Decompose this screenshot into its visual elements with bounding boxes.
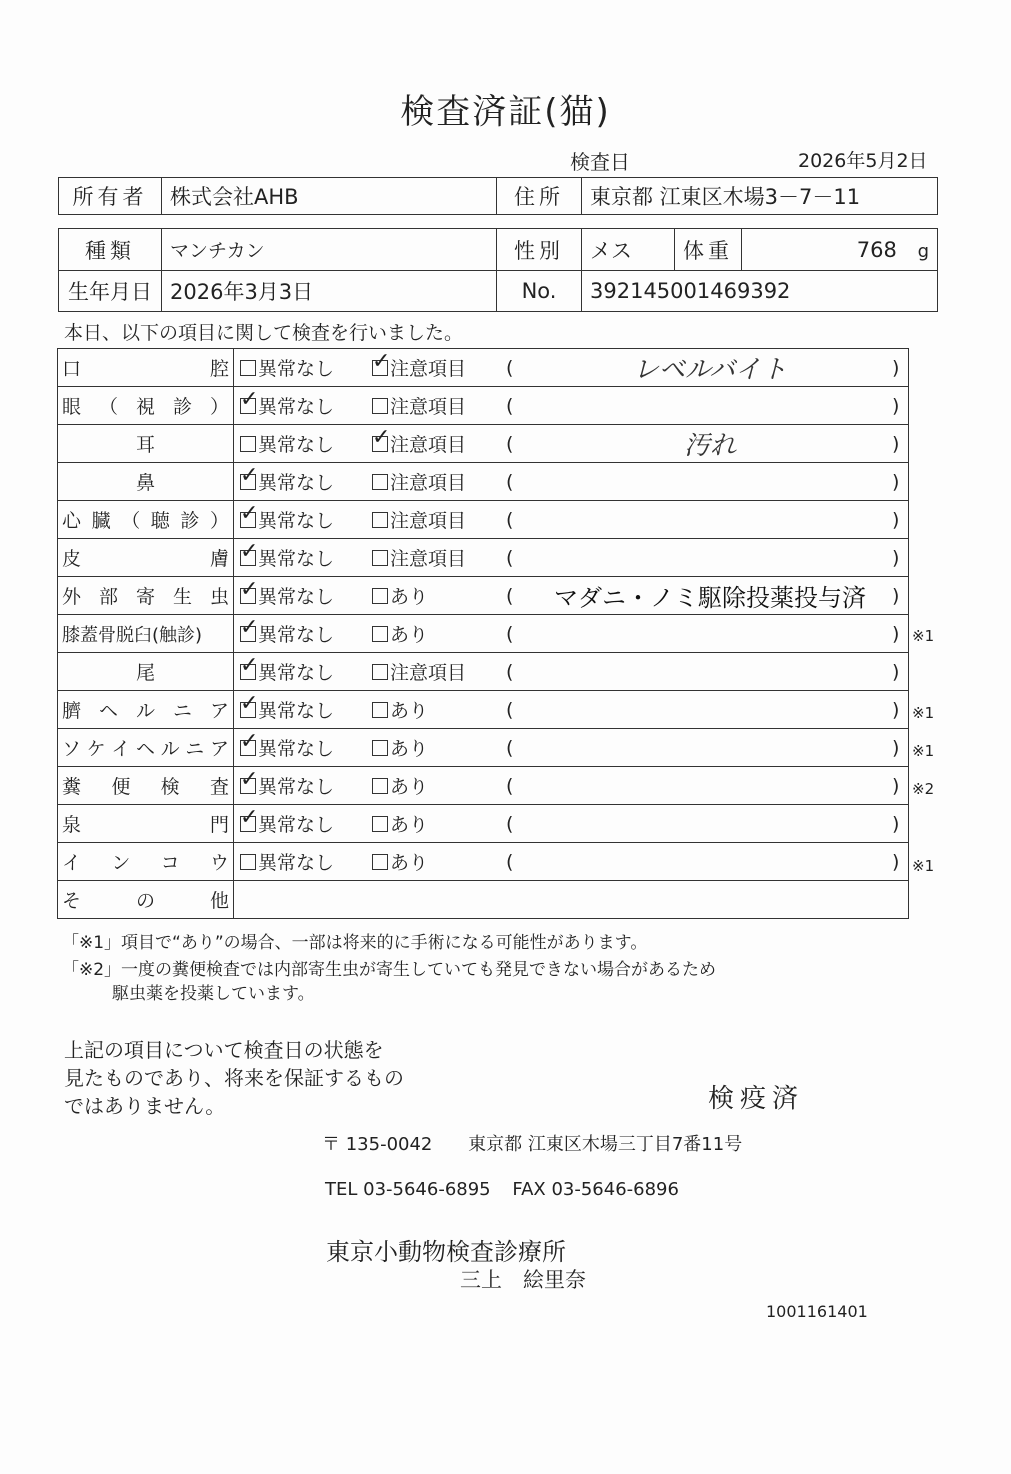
tel-number: TEL 03-5646-6895: [325, 1179, 491, 1200]
close-paren: ): [892, 812, 900, 835]
option-attention[interactable]: [372, 430, 506, 457]
close-paren: ): [892, 698, 900, 721]
checkbox-icon[interactable]: [240, 854, 256, 870]
exam-result-cell: [234, 463, 909, 501]
exam-item-char: 口: [62, 358, 82, 380]
contact-line: [325, 1179, 679, 1200]
exam-result-cell: [234, 425, 909, 463]
exam-item-text: [62, 582, 229, 609]
exam-row: [58, 463, 909, 501]
option-attention-label: 注意項目: [390, 510, 467, 532]
checkbox-icon[interactable]: [372, 588, 388, 604]
exam-item-char: 虫: [209, 586, 229, 608]
option-normal-label: 異常なし: [258, 548, 335, 570]
vet-name: 三上 絵里奈: [460, 1268, 586, 1292]
animal-table: [58, 228, 938, 312]
exam-item-char: 査: [209, 776, 229, 798]
exam-note: レベルバイト: [632, 355, 788, 385]
option-normal-label: 異常なし: [258, 662, 335, 684]
exam-item-text: 尾: [135, 662, 155, 684]
checkbox-icon[interactable]: [372, 778, 388, 794]
sex-label: 性別: [497, 229, 582, 271]
option-normal-label: 異常なし: [258, 814, 335, 836]
checked-box-icon[interactable]: [372, 360, 388, 376]
owner-label: 所有者: [59, 178, 162, 215]
exam-result-cell: [234, 539, 909, 577]
option-normal[interactable]: [234, 392, 372, 419]
option-attention-label: 注意項目: [390, 548, 467, 570]
option-attention[interactable]: [372, 582, 506, 609]
option-attention[interactable]: [372, 696, 506, 723]
option-attention-label: あり: [390, 852, 429, 874]
checked-box-icon[interactable]: [372, 436, 388, 452]
address-value: 東京都 江東区木場3－7－11: [582, 178, 938, 215]
weight-label: 体重: [675, 229, 742, 271]
open-paren: (: [506, 508, 514, 531]
checked-box-icon[interactable]: [240, 626, 256, 642]
exam-row: [58, 539, 909, 577]
page-title: 検査済証(猫): [400, 92, 611, 132]
exam-item-char: コ: [160, 852, 180, 874]
option-attention-label: あり: [390, 738, 429, 760]
option-normal[interactable]: [234, 696, 372, 723]
exam-result-cell: [234, 843, 909, 881]
option-attention-label: あり: [390, 776, 429, 798]
exam-item-label: [58, 691, 234, 729]
footnote-marker: ※1: [912, 742, 935, 760]
option-attention[interactable]: [372, 772, 506, 799]
exam-result-cell: [234, 349, 909, 387]
exam-item-char: イ: [62, 852, 82, 874]
option-normal-label: 異常なし: [258, 738, 335, 760]
sex-value: メス: [582, 229, 675, 271]
option-attention-label: 注意項目: [390, 396, 467, 418]
exam-item-char: 検: [160, 776, 180, 798]
open-paren: (: [506, 774, 514, 797]
exam-item-label: [58, 767, 234, 805]
exam-item-char: ）: [209, 510, 229, 532]
exam-item-char: イ: [111, 738, 131, 760]
exam-item-text: [62, 392, 229, 419]
option-normal[interactable]: [234, 772, 372, 799]
exam-row: [58, 805, 909, 843]
exam-result-cell: [234, 729, 909, 767]
footnote-1: 「※1」項目で“あり”の場合、一部は将来的に手術になる可能性があります。: [62, 933, 648, 953]
exam-item-char: 腔: [209, 358, 229, 380]
exam-row: [58, 691, 909, 729]
exam-item-char: ン: [111, 852, 131, 874]
exam-item-label: [58, 615, 234, 653]
other-label-char: そ: [62, 890, 82, 912]
disclaimer-line: 見たものであり、将来を保証するもの: [64, 1066, 404, 1090]
exam-item-char: 部: [98, 586, 118, 608]
exam-row: [58, 577, 909, 615]
option-attention-label: 注意項目: [390, 358, 467, 380]
exam-result-cell: [234, 805, 909, 843]
close-paren: ): [892, 432, 900, 455]
postal-code: 〒 135-0042: [322, 1134, 433, 1155]
disclaimer-line: ではありません。: [64, 1094, 226, 1118]
exam-item-label: [58, 539, 234, 577]
option-attention[interactable]: [372, 620, 506, 647]
exam-row: [58, 349, 909, 387]
owner-table: [58, 177, 938, 215]
birth-value: 2026年3月3日: [162, 271, 497, 312]
checked-box-icon[interactable]: [240, 702, 256, 718]
exam-table: [57, 348, 909, 919]
close-paren: ): [892, 584, 900, 607]
option-normal[interactable]: [234, 658, 372, 685]
option-attention-label: 注意項目: [390, 662, 467, 684]
exam-result-cell: [234, 577, 909, 615]
exam-item-char: 便: [111, 776, 131, 798]
checked-box-icon[interactable]: [240, 816, 256, 832]
option-attention[interactable]: [372, 392, 506, 419]
exam-item-text: [62, 734, 229, 761]
exam-item-label: [58, 805, 234, 843]
open-paren: (: [506, 698, 514, 721]
close-paren: ): [892, 470, 900, 493]
open-paren: (: [506, 584, 514, 607]
close-paren: ): [892, 736, 900, 759]
disclaimer: [64, 1036, 404, 1120]
exam-item-char: ）: [209, 396, 229, 418]
clinic-name: 東京小動物検査診療所: [326, 1238, 566, 1266]
exam-row: [58, 387, 909, 425]
exam-item-char: ソ: [62, 738, 82, 760]
exam-date: 2026年5月2日: [798, 150, 928, 172]
clinic-address-line: [322, 1130, 742, 1156]
exam-item-label: [58, 463, 234, 501]
exam-item-char: ヘ: [135, 738, 155, 760]
exam-item-char: ヘ: [98, 700, 118, 722]
exam-result-cell: [234, 501, 909, 539]
checked-box-icon[interactable]: [240, 588, 256, 604]
exam-result-cell: [234, 767, 909, 805]
close-paren: ): [892, 394, 900, 417]
exam-item-char: 外: [62, 586, 82, 608]
exam-item-text: 膝蓋骨脱臼(触診): [62, 624, 203, 646]
option-normal[interactable]: [234, 810, 372, 837]
exam-item-label: [58, 843, 234, 881]
exam-row-other: [58, 881, 909, 919]
open-paren: (: [506, 394, 514, 417]
footnote-2-line-2: 駆虫薬を投薬しています。: [112, 984, 315, 1004]
exam-item-char: 糞: [62, 776, 82, 798]
option-normal[interactable]: [234, 848, 372, 875]
document-number: 1001161401: [766, 1302, 868, 1321]
clinic-address: 東京都 江東区木場三丁目7番11号: [468, 1134, 743, 1155]
checkbox-icon[interactable]: [372, 664, 388, 680]
open-paren: (: [506, 432, 514, 455]
exam-item-char: （: [98, 396, 118, 418]
option-attention[interactable]: [372, 544, 506, 571]
open-paren: (: [506, 850, 514, 873]
option-attention[interactable]: [372, 734, 506, 761]
option-attention[interactable]: [372, 468, 506, 495]
exam-item-char: 泉: [62, 814, 82, 836]
exam-item-char: 臍: [62, 700, 82, 722]
checked-box-icon[interactable]: [240, 474, 256, 490]
option-normal[interactable]: [234, 468, 372, 495]
checkbox-icon[interactable]: [240, 360, 256, 376]
exam-item-char: 視: [135, 396, 155, 418]
footnote-2-line-1: 「※2」一度の糞便検査では内部寄生虫が寄生していても発見できない場合があるため: [62, 960, 717, 980]
disclaimer-line: 上記の項目について検査日の状態を: [64, 1038, 384, 1062]
exam-item-char: 生: [172, 586, 192, 608]
other-label: [58, 881, 234, 919]
checked-box-icon[interactable]: [240, 778, 256, 794]
close-paren: ): [892, 774, 900, 797]
exam-item-char: ア: [209, 738, 229, 760]
checkbox-icon[interactable]: [372, 702, 388, 718]
exam-item-char: 診: [180, 510, 200, 532]
exam-item-char: 聴: [150, 510, 170, 532]
checkbox-icon[interactable]: [372, 474, 388, 490]
exam-item-char: ル: [160, 738, 180, 760]
option-attention-label: あり: [390, 700, 429, 722]
exam-item-char: ル: [135, 700, 155, 722]
fax-number: FAX 03-5646-6896: [512, 1179, 679, 1200]
option-normal-label: 異常なし: [258, 624, 335, 646]
birth-label: 生年月日: [59, 271, 162, 312]
checked-box-icon[interactable]: [240, 512, 256, 528]
checked-box-icon[interactable]: [240, 398, 256, 414]
close-paren: ): [892, 622, 900, 645]
exam-note: マダニ・ノミ駆除投薬投与済: [554, 584, 866, 612]
exam-item-char: ニ: [185, 738, 205, 760]
option-attention-label: あり: [390, 624, 429, 646]
footnote-marker: ※1: [912, 627, 935, 646]
option-normal-label: 異常なし: [258, 586, 335, 608]
exam-result-cell: [234, 653, 909, 691]
exam-item-char: ウ: [209, 852, 229, 874]
checkbox-icon[interactable]: [372, 816, 388, 832]
exam-item-char: ケ: [86, 738, 106, 760]
exam-item-char: 膚: [209, 548, 229, 570]
address-label: 住所: [497, 178, 582, 215]
exam-item-text: [62, 772, 229, 799]
option-normal-label: 異常なし: [258, 472, 335, 494]
checkbox-icon[interactable]: [372, 854, 388, 870]
weight-value: 768: [856, 237, 897, 262]
open-paren: (: [506, 812, 514, 835]
checkbox-icon[interactable]: [372, 512, 388, 528]
option-attention[interactable]: [372, 506, 506, 533]
checked-box-icon[interactable]: [240, 664, 256, 680]
option-normal-label: 異常なし: [258, 700, 335, 722]
exam-result-cell: [234, 615, 909, 653]
exam-item-label: [58, 501, 234, 539]
exam-row: [58, 501, 909, 539]
exam-row: [58, 729, 909, 767]
exam-item-char: ニ: [172, 700, 192, 722]
exam-item-char: （: [121, 510, 141, 532]
other-value: [234, 881, 909, 919]
exam-item-char: 寄: [135, 586, 155, 608]
exam-item-label: [58, 349, 234, 387]
option-normal-label: 異常なし: [258, 396, 335, 418]
checkbox-icon[interactable]: [372, 626, 388, 642]
close-paren: ): [892, 660, 900, 683]
close-paren: ): [892, 356, 900, 379]
open-paren: (: [506, 736, 514, 759]
open-paren: (: [506, 470, 514, 493]
option-normal-label: 異常なし: [258, 510, 335, 532]
exam-item-label: [58, 577, 234, 615]
footnote-marker: ※2: [912, 780, 935, 799]
open-paren: (: [506, 622, 514, 645]
exam-item-label: [58, 729, 234, 767]
inspected-stamp: 検疫済: [708, 1084, 805, 1114]
intro-text: 本日、以下の項目に関して検査を行いました。: [64, 322, 464, 344]
option-attention-label: 注意項目: [390, 434, 467, 456]
kind-label: 種類: [59, 229, 162, 271]
option-attention-label: あり: [390, 814, 429, 836]
exam-note: 汚れ: [683, 431, 736, 461]
exam-item-char: ア: [209, 700, 229, 722]
weight-unit: g: [917, 240, 929, 262]
option-attention[interactable]: [372, 354, 506, 381]
option-normal[interactable]: [234, 354, 372, 381]
exam-item-text: [62, 544, 229, 571]
open-paren: (: [506, 660, 514, 683]
checkbox-icon[interactable]: [372, 740, 388, 756]
checkbox-icon[interactable]: [372, 550, 388, 566]
close-paren: ): [892, 508, 900, 531]
option-normal-label: 異常なし: [258, 852, 335, 874]
open-paren: (: [506, 356, 514, 379]
exam-item-text: 耳: [135, 434, 155, 456]
exam-item-text: 鼻: [135, 472, 155, 494]
exam-result-cell: [234, 691, 909, 729]
exam-row: [58, 653, 909, 691]
option-normal-label: 異常なし: [258, 434, 335, 456]
exam-date-label: 検査日: [570, 150, 630, 174]
exam-row: [58, 425, 909, 463]
footnote-marker: ※1: [912, 703, 935, 722]
option-normal[interactable]: [234, 544, 372, 571]
exam-item-text: [62, 848, 229, 875]
kind-value: マンチカン: [162, 229, 497, 271]
exam-item-char: 門: [209, 814, 229, 836]
exam-item-char: 臓: [91, 510, 111, 532]
option-normal[interactable]: [234, 734, 372, 761]
exam-item-text: [62, 354, 229, 381]
footnote-marker: ※1: [912, 856, 935, 875]
other-label-char: の: [135, 890, 155, 912]
option-attention-label: 注意項目: [390, 472, 467, 494]
exam-item-text: [62, 810, 229, 837]
option-attention[interactable]: [372, 658, 506, 685]
exam-item-text: [62, 506, 229, 533]
exam-item-label: [58, 425, 234, 463]
exam-item-label: [58, 387, 234, 425]
open-paren: (: [506, 546, 514, 569]
weight-cell: [742, 229, 938, 271]
exam-item-label: [58, 653, 234, 691]
option-normal[interactable]: [234, 506, 372, 533]
owner-value: 株式会社AHB: [162, 178, 497, 215]
option-normal-label: 異常なし: [258, 776, 335, 798]
checkbox-icon[interactable]: [372, 398, 388, 414]
close-paren: ): [892, 546, 900, 569]
checked-box-icon[interactable]: [240, 740, 256, 756]
option-attention[interactable]: [372, 848, 506, 875]
close-paren: ): [892, 850, 900, 873]
exam-row: [58, 615, 909, 653]
no-value: 392145001469392: [582, 271, 938, 312]
exam-item-char: 皮: [62, 548, 82, 570]
option-attention-label: あり: [390, 586, 429, 608]
other-label-char: 他: [209, 890, 229, 912]
exam-row: [58, 843, 909, 881]
checked-box-icon[interactable]: [240, 550, 256, 566]
exam-item-char: 診: [172, 396, 192, 418]
no-label: No.: [497, 271, 582, 312]
exam-item-text: [62, 696, 229, 723]
option-normal[interactable]: [234, 430, 372, 457]
option-normal-label: 異常なし: [258, 358, 335, 380]
exam-item-char: 心: [62, 510, 82, 532]
checkbox-icon[interactable]: [240, 436, 256, 452]
option-normal[interactable]: [234, 620, 372, 647]
exam-item-char: 眼: [62, 396, 82, 418]
exam-row: [58, 767, 909, 805]
option-normal[interactable]: [234, 582, 372, 609]
exam-result-cell: [234, 387, 909, 425]
option-attention[interactable]: [372, 810, 506, 837]
